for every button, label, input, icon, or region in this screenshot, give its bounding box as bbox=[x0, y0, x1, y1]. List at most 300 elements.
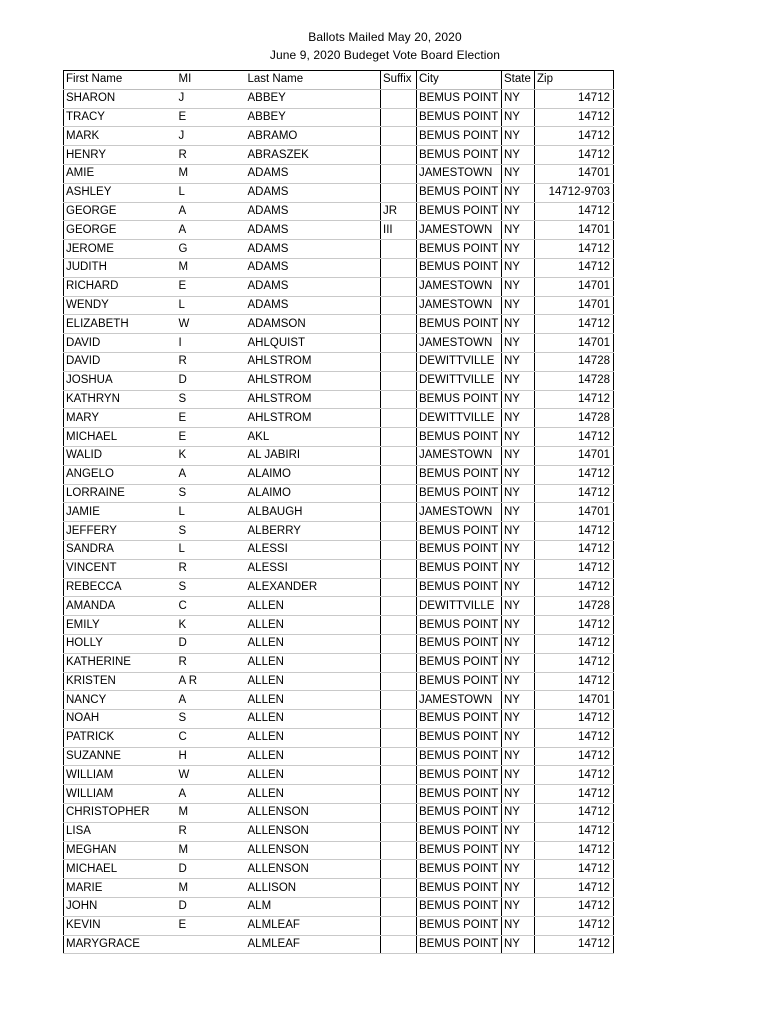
cell-city: BEMUS POINT bbox=[417, 522, 502, 541]
cell-mi: A bbox=[177, 691, 246, 710]
cell-suffix bbox=[381, 578, 417, 597]
cell-zip: 14712 bbox=[535, 89, 614, 108]
cell-first-name: SUZANNE bbox=[64, 747, 177, 766]
header-first-name: First Name bbox=[64, 71, 177, 90]
cell-mi: E bbox=[177, 108, 246, 127]
cell-city: BEMUS POINT bbox=[417, 89, 502, 108]
cell-mi: A R bbox=[177, 672, 246, 691]
cell-first-name: DAVID bbox=[64, 334, 177, 353]
cell-suffix bbox=[381, 183, 417, 202]
cell-city: BEMUS POINT bbox=[417, 653, 502, 672]
cell-last-name: ALLEN bbox=[246, 634, 381, 653]
cell-state: NY bbox=[502, 653, 535, 672]
cell-suffix bbox=[381, 315, 417, 334]
cell-mi bbox=[177, 935, 246, 954]
cell-zip: 14712 bbox=[535, 315, 614, 334]
cell-last-name: ADAMS bbox=[246, 183, 381, 202]
cell-first-name: DAVID bbox=[64, 352, 177, 371]
cell-state: NY bbox=[502, 935, 535, 954]
cell-city: BEMUS POINT bbox=[417, 747, 502, 766]
cell-city: JAMESTOWN bbox=[417, 296, 502, 315]
cell-state: NY bbox=[502, 728, 535, 747]
cell-state: NY bbox=[502, 597, 535, 616]
cell-zip: 14712 bbox=[535, 747, 614, 766]
cell-zip: 14701 bbox=[535, 446, 614, 465]
cell-last-name: ALLEN bbox=[246, 747, 381, 766]
cell-suffix bbox=[381, 108, 417, 127]
cell-first-name: SHARON bbox=[64, 89, 177, 108]
cell-mi: L bbox=[177, 540, 246, 559]
header-suffix: Suffix bbox=[381, 71, 417, 90]
cell-first-name: VINCENT bbox=[64, 559, 177, 578]
cell-state: NY bbox=[502, 578, 535, 597]
cell-mi: C bbox=[177, 597, 246, 616]
cell-suffix bbox=[381, 841, 417, 860]
cell-last-name: ALBAUGH bbox=[246, 503, 381, 522]
cell-last-name: ADAMSON bbox=[246, 315, 381, 334]
cell-last-name: ALEXANDER bbox=[246, 578, 381, 597]
cell-suffix: III bbox=[381, 221, 417, 240]
cell-state: NY bbox=[502, 127, 535, 146]
cell-state: NY bbox=[502, 766, 535, 785]
cell-first-name: GEORGE bbox=[64, 221, 177, 240]
table-row bbox=[64, 164, 614, 183]
cell-city: BEMUS POINT bbox=[417, 804, 502, 823]
table-row bbox=[64, 672, 614, 691]
cell-city: BEMUS POINT bbox=[417, 879, 502, 898]
table-row bbox=[64, 616, 614, 635]
cell-first-name: ELIZABETH bbox=[64, 315, 177, 334]
cell-last-name: ALLEN bbox=[246, 653, 381, 672]
cell-first-name: KEVIN bbox=[64, 916, 177, 935]
cell-zip: 14701 bbox=[535, 277, 614, 296]
cell-mi: M bbox=[177, 841, 246, 860]
cell-state: NY bbox=[502, 390, 535, 409]
cell-suffix bbox=[381, 390, 417, 409]
cell-mi: E bbox=[177, 916, 246, 935]
cell-city: JAMESTOWN bbox=[417, 503, 502, 522]
cell-mi: M bbox=[177, 879, 246, 898]
cell-last-name: ADAMS bbox=[246, 221, 381, 240]
cell-suffix bbox=[381, 860, 417, 879]
cell-mi: M bbox=[177, 258, 246, 277]
cell-zip: 14712 bbox=[535, 653, 614, 672]
cell-first-name: MARYGRACE bbox=[64, 935, 177, 954]
cell-state: NY bbox=[502, 277, 535, 296]
cell-zip: 14712 bbox=[535, 428, 614, 447]
table-row bbox=[64, 296, 614, 315]
cell-zip: 14728 bbox=[535, 352, 614, 371]
cell-city: JAMESTOWN bbox=[417, 164, 502, 183]
cell-state: NY bbox=[502, 202, 535, 221]
cell-mi: J bbox=[177, 127, 246, 146]
cell-city: BEMUS POINT bbox=[417, 540, 502, 559]
cell-first-name: NOAH bbox=[64, 710, 177, 729]
table-row bbox=[64, 89, 614, 108]
cell-last-name: ABBEY bbox=[246, 89, 381, 108]
cell-state: NY bbox=[502, 258, 535, 277]
cell-last-name: ALESSI bbox=[246, 540, 381, 559]
cell-suffix bbox=[381, 804, 417, 823]
cell-last-name: ALM bbox=[246, 898, 381, 917]
cell-first-name: JEROME bbox=[64, 240, 177, 259]
cell-mi: A bbox=[177, 202, 246, 221]
cell-state: NY bbox=[502, 522, 535, 541]
cell-city: BEMUS POINT bbox=[417, 465, 502, 484]
table-row bbox=[64, 183, 614, 202]
cell-zip: 14712 bbox=[535, 841, 614, 860]
cell-first-name: RICHARD bbox=[64, 277, 177, 296]
cell-city: BEMUS POINT bbox=[417, 428, 502, 447]
cell-zip: 14712 bbox=[535, 240, 614, 259]
table-row bbox=[64, 728, 614, 747]
cell-mi: S bbox=[177, 522, 246, 541]
cell-suffix bbox=[381, 352, 417, 371]
cell-zip: 14712 bbox=[535, 390, 614, 409]
cell-mi: L bbox=[177, 296, 246, 315]
cell-last-name: ALLISON bbox=[246, 879, 381, 898]
cell-first-name: HENRY bbox=[64, 146, 177, 165]
cell-state: NY bbox=[502, 503, 535, 522]
cell-suffix bbox=[381, 766, 417, 785]
cell-last-name: ALLENSON bbox=[246, 841, 381, 860]
cell-first-name: JEFFERY bbox=[64, 522, 177, 541]
cell-mi: L bbox=[177, 183, 246, 202]
cell-suffix bbox=[381, 465, 417, 484]
cell-last-name: ADAMS bbox=[246, 240, 381, 259]
cell-zip: 14712 bbox=[535, 146, 614, 165]
cell-suffix bbox=[381, 334, 417, 353]
cell-state: NY bbox=[502, 747, 535, 766]
cell-suffix bbox=[381, 446, 417, 465]
cell-first-name: MARIE bbox=[64, 879, 177, 898]
table-row bbox=[64, 559, 614, 578]
table-row bbox=[64, 277, 614, 296]
table-row bbox=[64, 108, 614, 127]
cell-zip: 14701 bbox=[535, 691, 614, 710]
cell-suffix bbox=[381, 653, 417, 672]
table-row bbox=[64, 935, 614, 954]
cell-mi: R bbox=[177, 822, 246, 841]
table-body bbox=[64, 89, 614, 954]
cell-zip: 14712 bbox=[535, 728, 614, 747]
table-row bbox=[64, 202, 614, 221]
table-row bbox=[64, 879, 614, 898]
cell-zip: 14701 bbox=[535, 164, 614, 183]
cell-last-name: AHLQUIST bbox=[246, 334, 381, 353]
cell-city: BEMUS POINT bbox=[417, 258, 502, 277]
cell-city: BEMUS POINT bbox=[417, 710, 502, 729]
table-row bbox=[64, 503, 614, 522]
cell-city: JAMESTOWN bbox=[417, 277, 502, 296]
cell-state: NY bbox=[502, 428, 535, 447]
cell-last-name: ABRAMO bbox=[246, 127, 381, 146]
cell-zip: 14712 bbox=[535, 202, 614, 221]
cell-last-name: AHLSTROM bbox=[246, 409, 381, 428]
cell-suffix bbox=[381, 728, 417, 747]
cell-last-name: ADAMS bbox=[246, 258, 381, 277]
cell-first-name: KRISTEN bbox=[64, 672, 177, 691]
cell-state: NY bbox=[502, 240, 535, 259]
cell-zip: 14712 bbox=[535, 484, 614, 503]
cell-state: NY bbox=[502, 672, 535, 691]
cell-state: NY bbox=[502, 822, 535, 841]
cell-zip: 14701 bbox=[535, 334, 614, 353]
table-row bbox=[64, 841, 614, 860]
cell-first-name: JOSHUA bbox=[64, 371, 177, 390]
cell-zip: 14701 bbox=[535, 221, 614, 240]
table-row bbox=[64, 484, 614, 503]
table-row bbox=[64, 428, 614, 447]
cell-state: NY bbox=[502, 559, 535, 578]
cell-city: BEMUS POINT bbox=[417, 860, 502, 879]
cell-state: NY bbox=[502, 89, 535, 108]
cell-state: NY bbox=[502, 484, 535, 503]
cell-zip: 14712 bbox=[535, 766, 614, 785]
cell-mi: D bbox=[177, 371, 246, 390]
cell-last-name: ALLENSON bbox=[246, 860, 381, 879]
cell-mi: M bbox=[177, 164, 246, 183]
cell-state: NY bbox=[502, 315, 535, 334]
cell-last-name: ALLEN bbox=[246, 785, 381, 804]
cell-first-name: WENDY bbox=[64, 296, 177, 315]
cell-zip: 14712 bbox=[535, 935, 614, 954]
table-row bbox=[64, 653, 614, 672]
table-row bbox=[64, 785, 614, 804]
cell-mi: R bbox=[177, 559, 246, 578]
cell-first-name: JAMIE bbox=[64, 503, 177, 522]
cell-last-name: ALBERRY bbox=[246, 522, 381, 541]
cell-first-name: WALID bbox=[64, 446, 177, 465]
cell-city: BEMUS POINT bbox=[417, 559, 502, 578]
header-mi: MI bbox=[177, 71, 246, 90]
cell-city: BEMUS POINT bbox=[417, 935, 502, 954]
cell-last-name: ADAMS bbox=[246, 277, 381, 296]
cell-state: NY bbox=[502, 898, 535, 917]
cell-zip: 14701 bbox=[535, 296, 614, 315]
cell-mi: J bbox=[177, 89, 246, 108]
cell-zip: 14712 bbox=[535, 258, 614, 277]
cell-first-name: SANDRA bbox=[64, 540, 177, 559]
cell-suffix bbox=[381, 164, 417, 183]
cell-state: NY bbox=[502, 916, 535, 935]
table-row bbox=[64, 804, 614, 823]
cell-city: DEWITTVILLE bbox=[417, 371, 502, 390]
cell-first-name: MARY bbox=[64, 409, 177, 428]
table-row bbox=[64, 898, 614, 917]
cell-state: NY bbox=[502, 183, 535, 202]
cell-zip: 14728 bbox=[535, 409, 614, 428]
cell-suffix bbox=[381, 710, 417, 729]
cell-last-name: ALESSI bbox=[246, 559, 381, 578]
cell-mi: D bbox=[177, 634, 246, 653]
cell-mi: D bbox=[177, 898, 246, 917]
cell-zip: 14712 bbox=[535, 672, 614, 691]
cell-zip: 14712-9703 bbox=[535, 183, 614, 202]
cell-mi: W bbox=[177, 315, 246, 334]
cell-state: NY bbox=[502, 634, 535, 653]
cell-suffix bbox=[381, 503, 417, 522]
cell-last-name: ABRASZEK bbox=[246, 146, 381, 165]
cell-suffix bbox=[381, 146, 417, 165]
table-row bbox=[64, 352, 614, 371]
cell-city: BEMUS POINT bbox=[417, 146, 502, 165]
cell-city: BEMUS POINT bbox=[417, 578, 502, 597]
cell-first-name: EMILY bbox=[64, 616, 177, 635]
cell-city: JAMESTOWN bbox=[417, 221, 502, 240]
cell-city: BEMUS POINT bbox=[417, 672, 502, 691]
cell-zip: 14712 bbox=[535, 540, 614, 559]
cell-mi: K bbox=[177, 616, 246, 635]
cell-first-name: AMIE bbox=[64, 164, 177, 183]
cell-last-name: AHLSTROM bbox=[246, 390, 381, 409]
cell-mi: I bbox=[177, 334, 246, 353]
cell-state: NY bbox=[502, 465, 535, 484]
cell-suffix bbox=[381, 935, 417, 954]
cell-last-name: ALMLEAF bbox=[246, 916, 381, 935]
cell-city: BEMUS POINT bbox=[417, 202, 502, 221]
table-row bbox=[64, 578, 614, 597]
cell-first-name: REBECCA bbox=[64, 578, 177, 597]
cell-state: NY bbox=[502, 146, 535, 165]
cell-mi: E bbox=[177, 428, 246, 447]
ballot-mailing-table bbox=[63, 70, 614, 954]
cell-mi: D bbox=[177, 860, 246, 879]
cell-mi: C bbox=[177, 728, 246, 747]
cell-city: BEMUS POINT bbox=[417, 616, 502, 635]
cell-last-name: ALLEN bbox=[246, 616, 381, 635]
table-row bbox=[64, 371, 614, 390]
cell-mi: R bbox=[177, 653, 246, 672]
table-row bbox=[64, 240, 614, 259]
cell-first-name: ASHLEY bbox=[64, 183, 177, 202]
cell-state: NY bbox=[502, 296, 535, 315]
cell-state: NY bbox=[502, 616, 535, 635]
cell-last-name: AKL bbox=[246, 428, 381, 447]
cell-suffix bbox=[381, 785, 417, 804]
table-row bbox=[64, 597, 614, 616]
cell-suffix bbox=[381, 484, 417, 503]
cell-city: BEMUS POINT bbox=[417, 484, 502, 503]
table-row bbox=[64, 822, 614, 841]
table-row bbox=[64, 146, 614, 165]
cell-suffix bbox=[381, 822, 417, 841]
cell-state: NY bbox=[502, 334, 535, 353]
cell-city: BEMUS POINT bbox=[417, 916, 502, 935]
cell-zip: 14712 bbox=[535, 879, 614, 898]
cell-last-name: AHLSTROM bbox=[246, 371, 381, 390]
cell-mi: S bbox=[177, 390, 246, 409]
cell-zip: 14712 bbox=[535, 559, 614, 578]
cell-last-name: ALLENSON bbox=[246, 804, 381, 823]
cell-suffix bbox=[381, 672, 417, 691]
cell-suffix bbox=[381, 240, 417, 259]
cell-mi: A bbox=[177, 221, 246, 240]
cell-first-name: MARK bbox=[64, 127, 177, 146]
cell-state: NY bbox=[502, 409, 535, 428]
table-row bbox=[64, 540, 614, 559]
cell-zip: 14712 bbox=[535, 785, 614, 804]
cell-suffix bbox=[381, 916, 417, 935]
cell-city: BEMUS POINT bbox=[417, 634, 502, 653]
cell-state: NY bbox=[502, 710, 535, 729]
cell-state: NY bbox=[502, 352, 535, 371]
cell-last-name: ALAIMO bbox=[246, 465, 381, 484]
cell-suffix bbox=[381, 691, 417, 710]
cell-first-name: KATHERINE bbox=[64, 653, 177, 672]
cell-mi: S bbox=[177, 484, 246, 503]
cell-zip: 14712 bbox=[535, 465, 614, 484]
cell-mi: L bbox=[177, 503, 246, 522]
table-row bbox=[64, 334, 614, 353]
cell-suffix bbox=[381, 277, 417, 296]
table-row bbox=[64, 860, 614, 879]
cell-city: BEMUS POINT bbox=[417, 728, 502, 747]
cell-mi: E bbox=[177, 277, 246, 296]
cell-suffix bbox=[381, 258, 417, 277]
cell-suffix bbox=[381, 428, 417, 447]
cell-city: DEWITTVILLE bbox=[417, 352, 502, 371]
cell-zip: 14712 bbox=[535, 860, 614, 879]
cell-city: BEMUS POINT bbox=[417, 898, 502, 917]
cell-city: BEMUS POINT bbox=[417, 841, 502, 860]
cell-state: NY bbox=[502, 804, 535, 823]
cell-city: BEMUS POINT bbox=[417, 822, 502, 841]
cell-zip: 14712 bbox=[535, 578, 614, 597]
cell-city: JAMESTOWN bbox=[417, 334, 502, 353]
cell-first-name: TRACY bbox=[64, 108, 177, 127]
cell-suffix bbox=[381, 616, 417, 635]
table-row bbox=[64, 390, 614, 409]
document-title: Ballots Mailed May 20, 2020 bbox=[308, 30, 462, 44]
header-last-name: Last Name bbox=[246, 71, 381, 90]
cell-suffix bbox=[381, 296, 417, 315]
cell-mi: R bbox=[177, 352, 246, 371]
cell-zip: 14712 bbox=[535, 127, 614, 146]
cell-state: NY bbox=[502, 371, 535, 390]
cell-city: BEMUS POINT bbox=[417, 390, 502, 409]
cell-first-name: WILLIAM bbox=[64, 766, 177, 785]
cell-suffix bbox=[381, 747, 417, 766]
cell-last-name: ALLEN bbox=[246, 691, 381, 710]
cell-first-name: MICHAEL bbox=[64, 860, 177, 879]
cell-suffix bbox=[381, 371, 417, 390]
cell-mi: S bbox=[177, 710, 246, 729]
table-row bbox=[64, 522, 614, 541]
cell-first-name: GEORGE bbox=[64, 202, 177, 221]
table-row bbox=[64, 127, 614, 146]
table-row bbox=[64, 916, 614, 935]
cell-city: BEMUS POINT bbox=[417, 127, 502, 146]
cell-zip: 14728 bbox=[535, 371, 614, 390]
cell-suffix bbox=[381, 559, 417, 578]
cell-mi: S bbox=[177, 578, 246, 597]
cell-suffix bbox=[381, 127, 417, 146]
cell-state: NY bbox=[502, 785, 535, 804]
cell-first-name: MEGHAN bbox=[64, 841, 177, 860]
cell-city: JAMESTOWN bbox=[417, 691, 502, 710]
cell-first-name: JOHN bbox=[64, 898, 177, 917]
cell-city: BEMUS POINT bbox=[417, 240, 502, 259]
cell-mi: W bbox=[177, 766, 246, 785]
cell-state: NY bbox=[502, 879, 535, 898]
table-row bbox=[64, 710, 614, 729]
header-state: State bbox=[502, 71, 535, 90]
cell-suffix bbox=[381, 898, 417, 917]
header-city: City bbox=[417, 71, 502, 90]
cell-first-name: MICHAEL bbox=[64, 428, 177, 447]
cell-first-name: KATHRYN bbox=[64, 390, 177, 409]
